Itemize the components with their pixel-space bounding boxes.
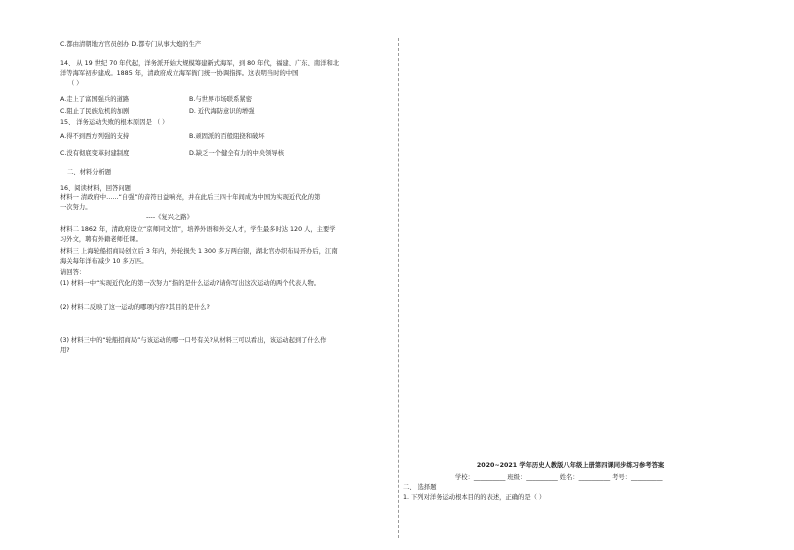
q14-stem-line2: 洋等海军初步建成。1885 年，清政府成立海军衙门统一协调指挥。这表明当时的中国 — [60, 70, 299, 77]
q14-option-row1 — [60, 96, 252, 104]
q14-option-a: A.走上了富国强兵的道路 — [60, 96, 130, 103]
q16-sub-question-3-line2: 用? — [60, 347, 70, 354]
q15-option-row2 — [60, 150, 285, 158]
left-column — [60, 0, 395, 550]
q16-material3-line2: 海关每年洋布减少 10 多万匹。 — [60, 258, 148, 265]
answer-section-heading: 二、 选择题 — [403, 484, 437, 491]
q16-material1-line1: 材料一 清政府中……“自强”的音符日益响亮，并在此后三四十年间成为中国为实现近代化的第 — [60, 194, 321, 201]
q16-material3-line1: 材料三 上海轮船招商局创立后 3 年内，外轮损失 1 300 多万两白银，湖北官办织布局开办后，江南 — [60, 248, 338, 255]
q14-option-b: B.与世界市场联系紧密 — [189, 96, 252, 103]
q15-stem: 15、 洋务运动失败的根本原因是 （ ） — [60, 119, 169, 126]
answer-sheet-title: 2020~2021 学年历史人教版八年级上册第四课同步练习参考答案 — [476, 462, 665, 469]
q16-material1-source: ----《复兴之路》 — [146, 214, 193, 221]
q15-option-row1 — [60, 133, 265, 141]
q15-option-c: C.没有彻底变革封建制度 — [60, 150, 130, 157]
q16-sub-question-1: (1) 材料一中“实现近代化的第一次努力”指的是什么运动?请你写出这次运动的两个代表人物。 — [60, 280, 321, 287]
q14-option-c: C.阻止了民族危机的加剧 — [60, 108, 130, 115]
q16-material1-line2: 一次努力。 — [60, 204, 92, 211]
answer-q1: 1. 下列对洋务运动根本目的的表述，正确的是（ ） — [403, 494, 546, 501]
right-column — [403, 0, 738, 550]
student-info-line: 学校：__________ 班级：__________ 姓名：__________ 考号：__________ — [455, 474, 663, 481]
q14-option-d: D. 近代海防意识的增强 — [189, 108, 255, 115]
column-divider — [398, 38, 399, 538]
q14-stem-line1: 14、 从 19 世纪 70 年代起，洋务派开始大规模筹建新式海军，到 80 年代，福建、广东、南洋和北 — [60, 60, 340, 67]
q15-option-d: D.缺乏一个健全有力的中央领导核 — [189, 150, 285, 157]
section-material-analysis: 二、材料分析题 — [67, 169, 112, 176]
q15-option-b: B.顽固派的百般阻挠和破坏 — [189, 133, 265, 140]
q16-ask: 请回答： — [60, 269, 86, 276]
q14-option-row2 — [60, 108, 255, 116]
q16-title: 16、阅读材料，回答问题 — [60, 185, 131, 192]
q16-material2-line2: 习外文，聘有外籍老师任课。 — [60, 236, 142, 243]
q14-answer-paren: （ ） — [68, 80, 83, 87]
q16-sub-question-2: (2) 材料二反映了这一运动的哪项内容?其目的是什么? — [60, 304, 210, 311]
q15-option-a: A.得不到西方列强的支持 — [60, 133, 130, 140]
q13-options-cd: C.都由清朝地方官员创办 D.都专门从事大炮的生产 — [60, 41, 202, 48]
q16-material2-line1: 材料二 1862 年，清政府设立“京师同文馆”，培养外语和外交人才，学生最多时达 120 人，主要学 — [60, 226, 336, 233]
q16-sub-question-3-line1: (3) 材料三中的“轮船招商局”与该运动的哪一口号有关?从材料三可以看出，该运动起到了什么作 — [60, 337, 327, 344]
